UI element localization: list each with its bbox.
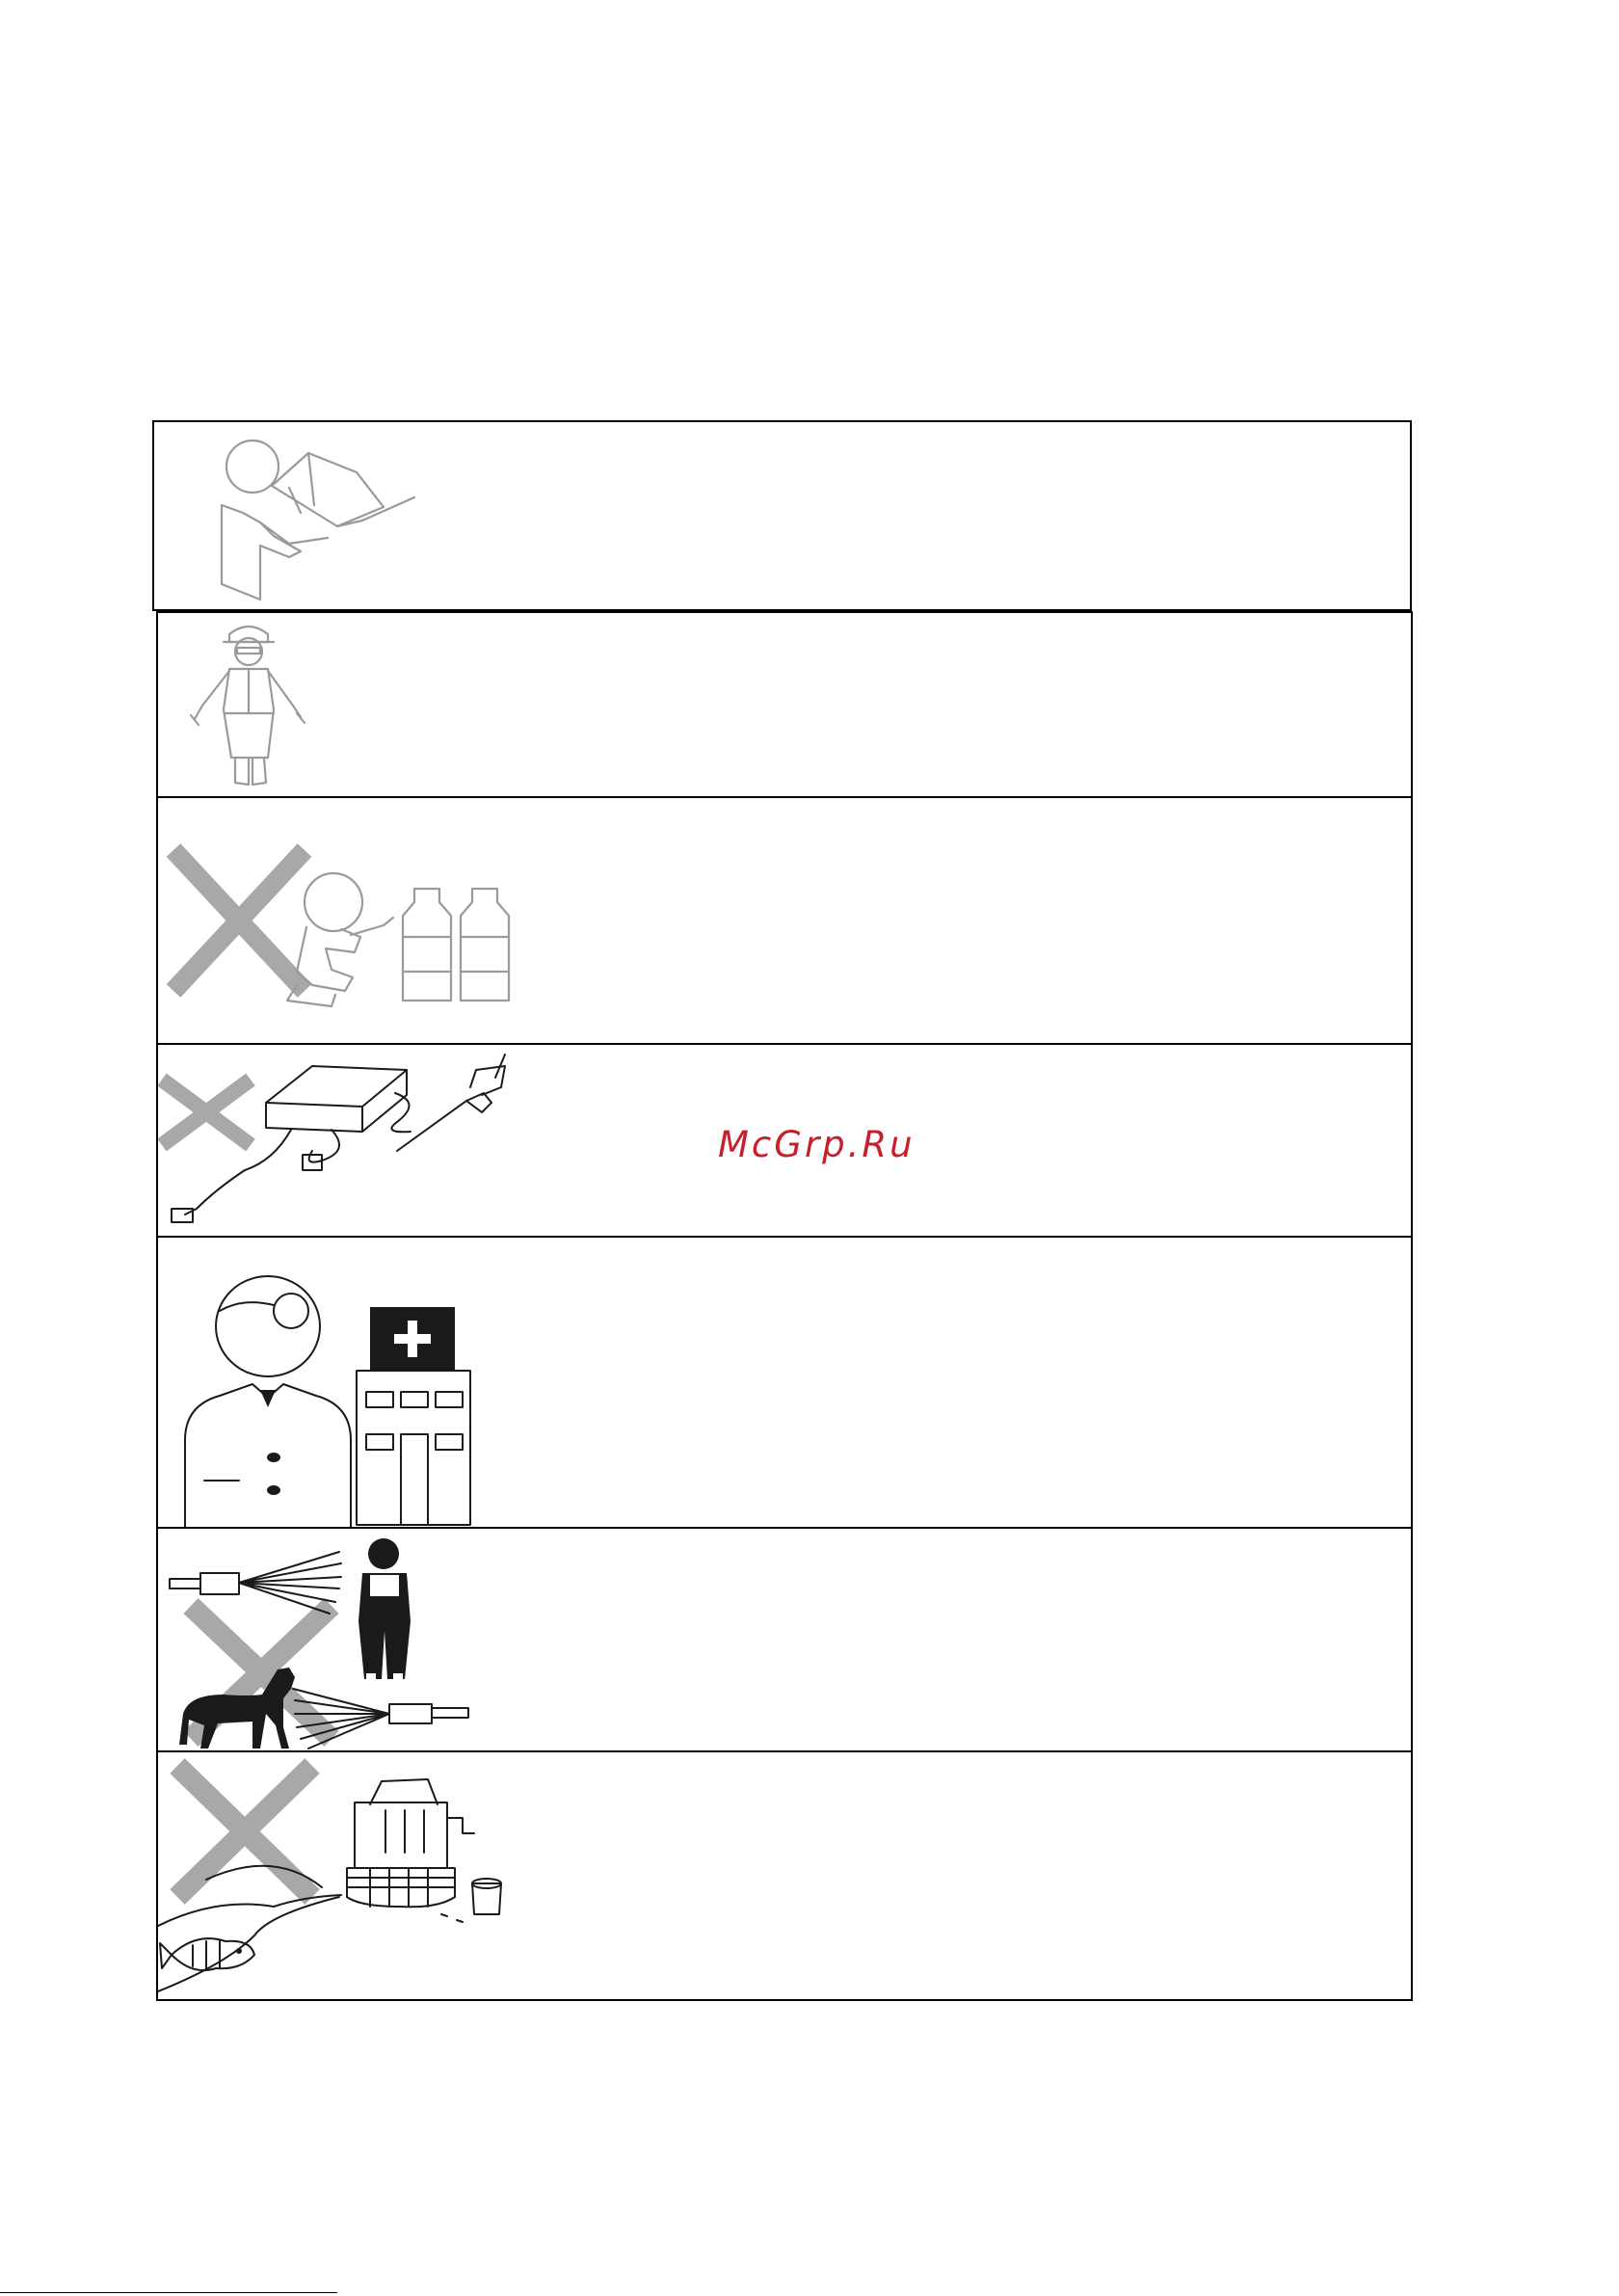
protective-clothing-icon xyxy=(185,613,310,796)
panel-protective-clothing xyxy=(156,611,1413,798)
no-cleaning-icon xyxy=(158,1045,544,1238)
panel-keep-away-children xyxy=(156,796,1413,1045)
no-spraying-people-animals-icon xyxy=(170,1535,497,1752)
keep-away-from-children-icon xyxy=(162,808,538,1039)
read-manual-icon xyxy=(193,430,482,611)
footnote-separator xyxy=(0,2292,337,2293)
panel-no-spraying xyxy=(156,1527,1413,1752)
watermark: McGrp.Ru xyxy=(718,1124,916,1165)
panel-read-manual xyxy=(152,420,1412,611)
no-contaminating-water-icon xyxy=(158,1752,524,2001)
panel-consult-doctor xyxy=(156,1236,1413,1529)
panel-no-contaminating-water xyxy=(156,1750,1413,2001)
consult-doctor-icon xyxy=(185,1276,551,1527)
